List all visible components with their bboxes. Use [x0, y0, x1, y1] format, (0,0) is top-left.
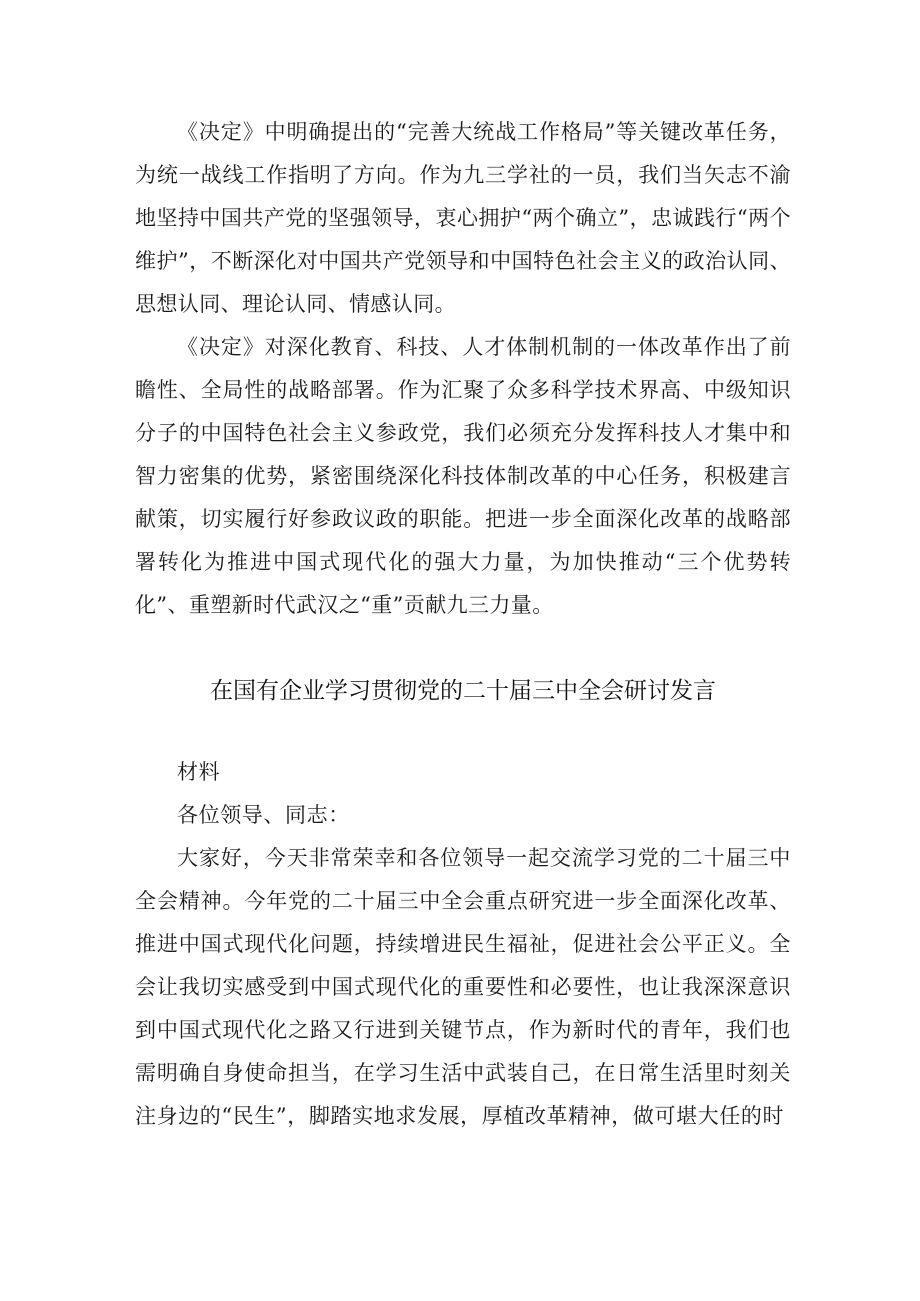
- salutation: 各位领导、同志：: [177, 803, 350, 827]
- paragraph-unified-front: 《决定》中明确提出的“完善大统战工作格局”等关键改革任务，为统一战线工作指明了方向。作为九三学社的一员，我们当矢志不渝地坚持中国共产党的坚强领导，衷心拥护“两个确立”，忠诚践行“两个维护”，不断深化对中国共产党领导和中国特色社会主义的政治认同、思想认同、理论认同、情感认同。: [135, 120, 791, 316]
- paragraph-speech-opening: 大家好，今天非常荣幸和各位领导一起交流学习党的二十届三中全会精神。今年党的二十届三中全会重点研究进一步全面深化改革、推进中国式现代化问题，持续增进民生福祉，促进社会公平正义。全会让我切实感受到中国式现代化的重要性和必要性，也让我深深意识到中国式现代化之路又行进到关键节点，作为新时代的青年，我们也需明确自身使命担当，在学习生活中武装自己，在日常生活里时刻关注身边的“民生”，脚踏实地求发展，厚植改革精神，做可堪大任的时: [135, 846, 791, 1128]
- paragraph-education-science-talent: 《决定》对深化教育、科技、人才体制机制的一体改革作出了前瞻性、全局性的战略部署。作为汇聚了众多科学技术界高、中级知识分子的中国特色社会主义参政党，我们必须充分发挥科技人才集中和智力密集的优势，紧密围绕深化科技体制改革的中心任务，积极建言献策，切实履行好参政议政的职能。把进一步全面深化改革的战略部署转化为推进中国式现代化的强大力量，为加快推动“三个优势转化”、重塑新时代武汉之“重”贡献九三力量。: [135, 335, 791, 617]
- material-label: 材料: [177, 760, 221, 784]
- document-body: [135, 111, 791, 1138]
- section-title: 在国有企业学习贯彻党的二十届三中全会研讨发言: [210, 678, 716, 704]
